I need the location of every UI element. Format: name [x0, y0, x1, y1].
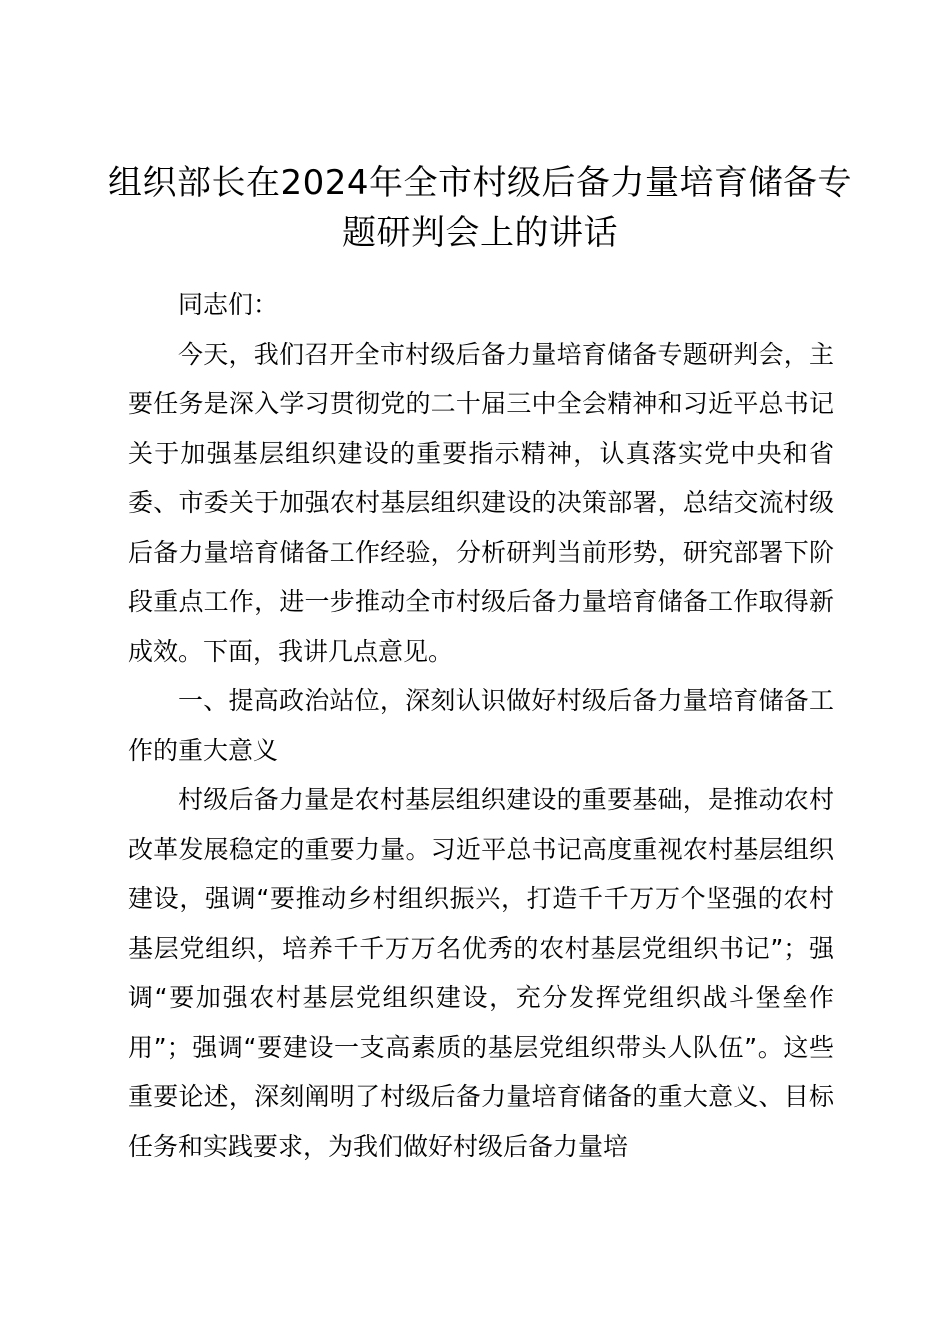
paragraph-section-1: 村级后备力量是农村基层组织建设的重要基础，是推动农村改革发展稳定的重要力量。习近平总书记高度重视农村基层组织建设，强调“要推动乡村组织振兴，打造千千万万个坚强的农村基层党组织，培养千千万万名优秀的农村基层党组织书记”；强调“要加强农村基层党组织建设，充分发挥党组织战斗堡垒作用”；强调“要建设一支高素质的基层党组织带头人队伍”。这些重要论述，深刻阐明了村级后备力量培育储备的重大意义、目标任务和实践要求，为我们做好村级后备力量培 [128, 785, 834, 1161]
document-title: 组织部长在2024年全市村级后备力量培育储备专题研判会上的讲话 [107, 163, 853, 253]
section-heading-1: 一、提高政治站位，深刻认识做好村级后备力量培育储备工作的重大意义 [128, 686, 834, 765]
salutation: 同志们： [178, 290, 279, 319]
paragraph-intro: 今天，我们召开全市村级后备力量培育储备专题研判会，主要任务是深入学习贯彻党的二十届三中全会精神和习近平总书记关于加强基层组织建设的重要指示精神，认真落实党中央和省委、市委关于加强农村基层组织建设的决策部署，总结交流村级后备力量培育储备工作经验，分析研判当前形势，研究部署下阶段重点工作，进一步推动全市村级后备力量培育储备工作取得新成效。下面，我讲几点意见。 [128, 339, 834, 666]
document-body [128, 280, 834, 1171]
